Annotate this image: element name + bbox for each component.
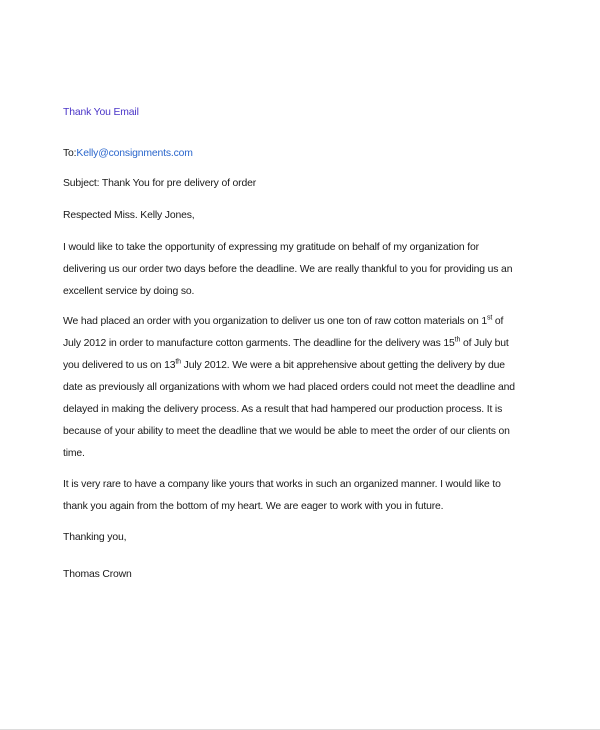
- signature-name: Thomas Crown: [63, 569, 132, 580]
- recipient-email[interactable]: Kelly@consignments.com: [76, 148, 193, 159]
- salutation: Respected Miss. Kelly Jones,: [63, 210, 195, 221]
- recipient-line: [63, 145, 523, 163]
- document-title: Thank You Email: [63, 107, 139, 118]
- email-letter: [63, 104, 523, 584]
- ordinal-suffix-3: th: [175, 358, 181, 366]
- paragraph-order-text-2: of July 2012 in order to manufacture cotton garments. The deadline for the delivery was 15: [63, 316, 504, 349]
- ordinal-suffix-2: th: [454, 336, 461, 344]
- paragraph-order-text-3: of July but you delivered to us on 13: [63, 338, 509, 371]
- paragraph-thanks: It is very rare to have a company like yours that works in such an organized manner. I would like to thank you again from the bottom of my heart. We are eager to work with you in future.: [63, 479, 501, 512]
- paragraph-order-text-4: July 2012. We were a bit apprehensive about getting the delivery by due date as previously all organizations with whom we had placed orders could not meet the deadline and delayed in making the delivery process. As a result that had hampered our production process. It is because of your ability to meet the deadline that we would be able to meet the order of our clients on time.: [63, 360, 515, 459]
- paragraph-order-text-1: We had placed an order with you organization to deliver us one ton of raw cotton materials on 1: [63, 316, 487, 327]
- paragraph-order-details: [63, 311, 523, 465]
- paragraph-gratitude: I would like to take the opportunity of expressing my gratitude on behalf of my organization for delivering us our order two days before the deadline. We are really thankful to you for providing us an excellent service by doing so.: [63, 242, 513, 297]
- closing-line: Thanking you,: [63, 532, 127, 543]
- ordinal-suffix-1: st: [486, 314, 493, 322]
- to-label: To:: [63, 148, 77, 159]
- subject-line: Subject: Thank You for pre delivery of order: [63, 178, 257, 189]
